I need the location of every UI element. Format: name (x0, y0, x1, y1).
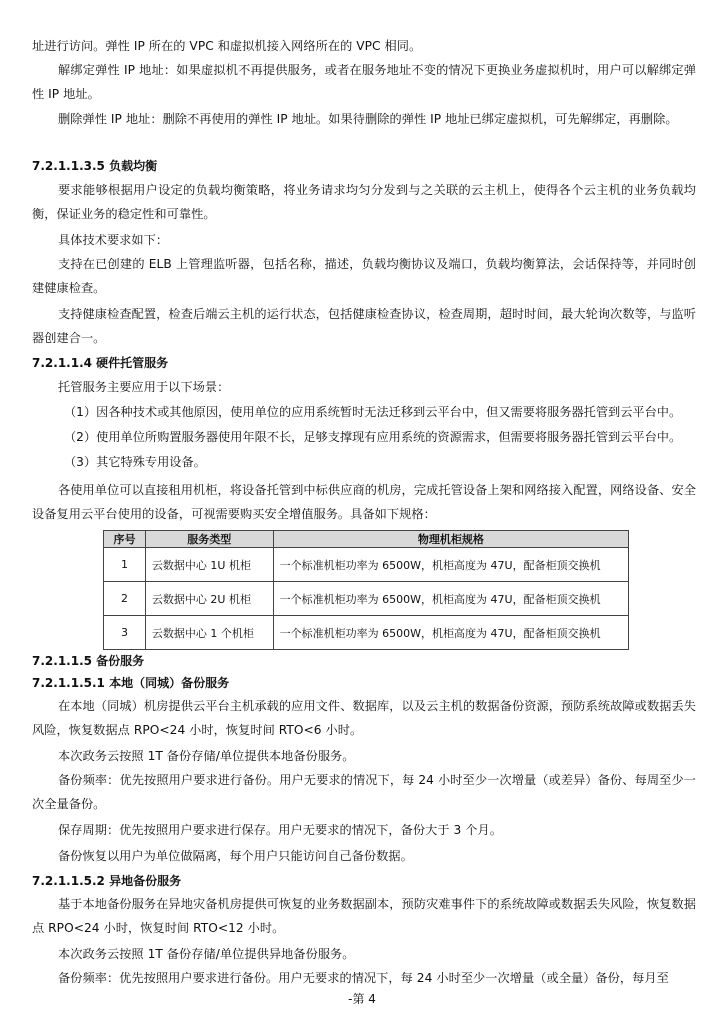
paragraph: 各使用单位可以直接租用机柜，将设备托管到中标供应商的机房，完成托管设备上架和网络接入配置，网络设备、安全设备复用云平台使用的设备，可视需要购买安全增值服务。具备如下规格： (32, 483, 696, 521)
paragraph: 支持健康检查配置，检查后端云主机的运行状态，包括健康检查协议，检查周期，超时时间，最大轮询次数等，与监听器创建合一。 (32, 307, 696, 345)
section-heading: 7.2.1.1.5 备份服务 (32, 654, 145, 668)
paragraph: 支持在已创建的 ELB 上管理监听器，包括名称，描述，负载均衡协议及端口，负载均衡算法，会话保持等，并同时创建健康检查。 (32, 257, 696, 295)
list-item: （2）使用单位所购置服务器使用年限不长，足够支撑现有应用系统的资源需求，但需要将服务器托管到云平台中。 (64, 430, 682, 444)
section-heading: 7.2.1.1.3.5 负载均衡 (32, 159, 158, 173)
paragraph: 备份恢复以用户为单位做隔离，每个用户只能访问自己备份数据。 (58, 849, 413, 863)
paragraph: 删除弹性 IP 地址：删除不再使用的弹性 IP 地址。如果待删除的弹性 IP 地址已绑定虚拟机，可先解绑定，再删除。 (58, 112, 678, 126)
paragraph: 址进行访问。弹性 IP 所在的 VPC 和虚拟机接入网络所在的 VPC 相同。 (32, 39, 422, 53)
table-row (104, 548, 629, 582)
paragraph: 在本地（同城）机房提供云平台主机承载的应用文件、数据库，以及云主机的数据备份资源，预防系统故障或数据丢失风险，恢复数据点 RPO<24 小时，恢复时间 RTO<6 小时。 (32, 699, 696, 737)
paragraph: 解绑定弹性 IP 地址：如果虚拟机不再提供服务，或者在服务地址不变的情况下更换业务虚拟机时，用户可以解绑定弹性 IP 地址。 (32, 63, 696, 101)
table-cell: 一个标准机柜功率为 6500W，机柜高度为 47U，配备柜顶交换机 (273, 582, 628, 616)
table-header: 服务类型 (145, 531, 273, 548)
table-cell: 云数据中心 2U 机柜 (145, 582, 273, 616)
section-heading: 7.2.1.1.4 硬件托管服务 (32, 356, 169, 370)
table-row (104, 616, 629, 650)
table-header: 序号 (104, 531, 146, 548)
section-heading: 7.2.1.1.5.1 本地（同城）备份服务 (32, 676, 230, 690)
paragraph: 本次政务云按照 1T 备份存储/单位提供本地备份服务。 (58, 749, 355, 763)
paragraph: 具体技术要求如下： (58, 233, 169, 247)
paragraph: 要求能够根据用户设定的负载均衡策略，将业务请求均匀分发到与之关联的云主机上，使得各个云主机的业务负载均衡，保证业务的稳定性和可靠性。 (32, 183, 696, 221)
section-heading: 7.2.1.1.5.2 异地备份服务 (32, 874, 182, 888)
table-header: 物理机柜规格 (273, 531, 628, 548)
list-item: （3）其它特殊专用设备。 (64, 455, 206, 469)
paragraph: 保存周期：优先按照用户要求进行保存。用户无要求的情况下，备份大于 3 个月。 (58, 823, 502, 837)
list-item: （1）因各种技术或其他原因，使用单位的应用系统暂时无法迁移到云平台中，但又需要将服务器托管到云平台中。 (64, 405, 682, 419)
table-header-row (104, 531, 629, 548)
cabinet-spec-table (103, 530, 629, 650)
table-row (104, 582, 629, 616)
table-cell: 3 (104, 616, 146, 650)
paragraph: 备份频率：优先按照用户要求进行备份。用户无要求的情况下，每 24 小时至少一次增量（或全量）备份，每月至 (58, 971, 669, 985)
table-cell: 2 (104, 582, 146, 616)
table-cell: 一个标准机柜功率为 6500W，机柜高度为 47U，配备柜顶交换机 (273, 548, 628, 582)
table-cell: 一个标准机柜功率为 6500W，机柜高度为 47U，配备柜顶交换机 (273, 616, 628, 650)
table-cell: 云数据中心 1 个机柜 (145, 616, 273, 650)
paragraph: 基于本地备份服务在异地灾备机房提供可恢复的业务数据副本，预防灾难事件下的系统故障或数据丢失风险，恢复数据点 RPO<24 小时，恢复时间 RTO<12 小时。 (32, 897, 696, 935)
table-cell: 1 (104, 548, 146, 582)
paragraph: 备份频率：优先按照用户要求进行备份。用户无要求的情况下，每 24 小时至少一次增量（或差异）备份、每周至少一次全量备份。 (32, 773, 696, 811)
paragraph: 本次政务云按照 1T 备份存储/单位提供异地备份服务。 (58, 947, 355, 961)
paragraph: 托管服务主要应用于以下场景： (58, 380, 230, 394)
table-cell: 云数据中心 1U 机柜 (145, 548, 273, 582)
page-number: -第 4 (348, 992, 376, 1006)
